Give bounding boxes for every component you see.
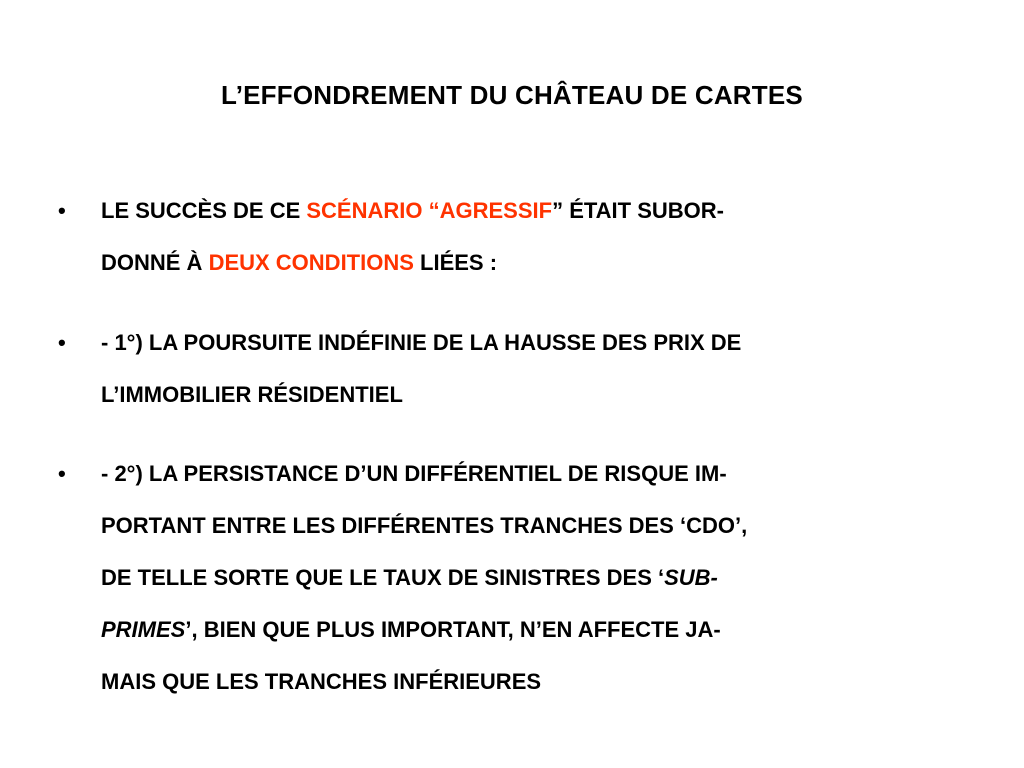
bullet-item-2 xyxy=(58,317,958,421)
bullet-dot-icon: • xyxy=(58,461,66,486)
bullet-text-3 xyxy=(101,448,958,708)
bullet1-highlight-conditions: DEUX CONDITIONS xyxy=(208,250,414,275)
slide-title: L’EFFONDREMENT DU CHÂTEAU DE CARTES xyxy=(221,80,803,110)
bullet1-part-3: LIÉES : xyxy=(413,250,498,275)
bullet-dot-icon: • xyxy=(58,198,66,223)
bullet1-highlight-scenario: SCÉNARIO “AGRESSIF xyxy=(306,198,553,223)
bullet1-part-1: LE SUCCÈS DE CE xyxy=(101,198,307,223)
bullet-dot-icon: • xyxy=(58,330,66,355)
bullet-text-1 xyxy=(101,185,958,289)
bullet-item-3 xyxy=(58,448,958,708)
bullet3-part-1: - 2°) LA PERSISTANCE D’UN DIFFÉRENTIEL DE RISQUE IM- PORTANT ENTRE LES DIFFÉRENTES TRANCHES DES ‘CDO’, DE TELLE SORTE QUE LE TAUX DE SINISTRES DES ‘ xyxy=(101,461,748,590)
bullet-text-2: - 1°) LA POURSUITE INDÉFINIE DE LA HAUSSE DES PRIX DE L’IMMOBILIER RÉSIDENTIEL xyxy=(101,330,742,407)
bullet3-italic-subprimes: SUB- PRIMES xyxy=(101,565,718,642)
bullet-item-1 xyxy=(58,185,958,289)
bullet1-part-2: ” ÉTAIT SUBOR- DONNÉ À xyxy=(101,198,724,275)
bullet3-part-2: ’, BIEN QUE PLUS IMPORTANT, N’EN AFFECTE JA- MAIS QUE LES TRANCHES INFÉRIEURES xyxy=(101,617,721,694)
